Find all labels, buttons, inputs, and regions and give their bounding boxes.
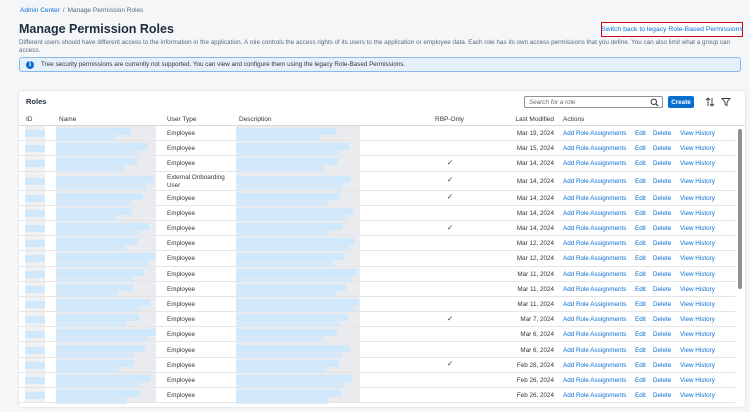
delete-link[interactable]: Delete [653,160,672,168]
edit-link[interactable]: Edit [635,376,646,384]
view-history-link[interactable]: View History [680,194,715,202]
redacted-description [236,176,351,183]
redacted-id [25,301,45,308]
edit-link[interactable]: Edit [635,331,646,339]
last-modified-cell: Mar 11, 2024 [517,300,554,308]
redacted-name [56,176,154,183]
add-role-assignments-link[interactable]: Add Role Assignments [563,160,627,168]
last-modified-cell: Mar 14, 2024 [516,209,554,217]
view-history-link[interactable]: View History [680,300,715,308]
add-role-assignments-link[interactable]: Add Role Assignments [563,270,627,278]
last-modified-cell: Mar 14, 2024 [516,225,554,233]
delete-link[interactable]: Delete [653,346,672,354]
edit-link[interactable]: Edit [635,316,646,324]
last-modified-cell: Feb 26, 2024 [516,376,554,384]
create-role-button[interactable]: Create [668,96,694,108]
rbp-only-check-icon: ✓ [447,222,454,232]
last-modified-cell: Mar 12, 2024 [516,240,554,248]
edit-link[interactable]: Edit [635,361,646,369]
redacted-description [236,299,359,306]
edit-link[interactable]: Edit [635,240,646,248]
table-row[interactable] [19,358,735,373]
last-modified-cell: Mar 14, 2024 [516,194,554,202]
view-history-link[interactable]: View History [680,346,715,354]
last-modified-cell: Mar 11, 2024 [517,285,554,293]
vertical-scrollbar[interactable] [738,129,742,289]
redacted-description [236,183,343,190]
redacted-id [25,362,45,369]
redacted-id [25,195,45,202]
switch-legacy-rbp-link[interactable]: Switch back to legacy Role-Based Permissions [601,22,743,37]
table-row[interactable] [19,221,735,236]
intro-text: Different users should have different access to the information in the application. A role controls the access rights of its users to the application or employee data. Each role has its own access permissions that you define. You can also limit what a group can access. [19,39,731,54]
view-history-link[interactable]: View History [680,130,715,138]
add-role-assignments-link[interactable]: Add Role Assignments [563,130,627,138]
redacted-id [25,130,45,137]
redacted-name [56,183,147,190]
redacted-id [25,160,45,167]
redacted-id [25,210,45,217]
delete-link[interactable]: Delete [653,240,672,248]
redacted-id [25,145,45,152]
delete-link[interactable]: Delete [653,209,672,217]
redacted-name [56,329,156,336]
table-row[interactable] [19,282,735,297]
table-row[interactable] [19,251,735,266]
user-type-cell: Employee [167,130,196,138]
redacted-name [56,223,149,230]
edit-link[interactable]: Edit [635,346,646,354]
add-role-assignments-link[interactable]: Add Role Assignments [563,376,627,384]
roles-title: Roles [26,97,47,106]
view-history-link[interactable]: View History [680,145,715,153]
breadcrumb [20,7,143,14]
user-type-cell: Employee [167,270,196,278]
edit-link[interactable]: Edit [635,285,646,293]
column-header-user-type[interactable]: User Type [167,116,197,123]
view-history-link[interactable]: View History [680,177,715,185]
column-header-id[interactable]: ID [26,116,33,123]
table-row[interactable] [19,206,735,221]
last-modified-cell: Mar 15, 2024 [516,145,554,153]
redacted-description [236,397,329,404]
view-history-link[interactable]: View History [680,240,715,248]
info-message-strip [19,57,741,72]
redacted-description [236,390,341,397]
table-row[interactable] [19,141,735,156]
roles-toolbar [19,91,745,113]
table-row[interactable] [19,388,735,403]
table-row[interactable] [19,312,735,327]
info-icon: i [26,61,34,69]
redacted-name [56,269,144,276]
add-role-assignments-link[interactable]: Add Role Assignments [563,177,627,185]
rbp-only-check-icon: ✓ [447,192,454,202]
edit-link[interactable]: Edit [635,194,646,202]
table-row[interactable] [19,236,735,251]
redacted-description [236,223,342,230]
add-role-assignments-link[interactable]: Add Role Assignments [563,316,627,324]
redacted-description [236,375,352,382]
delete-link[interactable]: Delete [653,285,672,293]
column-header-description[interactable]: Description [239,116,272,123]
redacted-name [56,253,155,260]
column-header-last-modified[interactable]: Last Modified [515,116,554,123]
add-role-assignments-link[interactable]: Add Role Assignments [563,240,627,248]
user-type-cell: Employee [167,160,196,168]
edit-link[interactable]: Edit [635,300,646,308]
redacted-id [25,225,45,232]
table-row[interactable] [19,327,735,342]
breadcrumb-admin-center-link[interactable]: Admin Center [20,7,60,14]
redacted-description [236,128,336,135]
filter-icon[interactable] [721,97,731,107]
add-role-assignments-link[interactable]: Add Role Assignments [563,285,627,293]
redacted-description [236,193,340,200]
redacted-id [25,316,45,323]
delete-link[interactable]: Delete [653,130,672,138]
column-header-name[interactable]: Name [59,116,77,123]
add-role-assignments-link[interactable]: Add Role Assignments [563,225,627,233]
table-row[interactable] [19,297,735,312]
redacted-description [236,284,346,291]
edit-link[interactable]: Edit [635,270,646,278]
edit-link[interactable]: Edit [635,255,646,263]
redacted-description [236,143,349,150]
view-history-link[interactable]: View History [680,392,715,400]
last-modified-cell: Mar 14, 2024 [516,177,554,185]
redacted-description [236,314,348,321]
redacted-description [236,269,357,276]
redacted-id [25,178,45,185]
view-history-link[interactable]: View History [680,331,715,339]
redacted-id [25,347,45,354]
redacted-name [56,128,131,135]
delete-link[interactable]: Delete [653,392,672,400]
user-type-cell: Employee [167,346,196,354]
user-type-cell: Employee [167,331,196,339]
column-header-rbp-only[interactable]: RBP-Only [435,116,464,123]
view-history-link[interactable]: View History [680,376,715,384]
edit-link[interactable]: Edit [635,392,646,400]
table-row[interactable] [19,126,735,141]
table-row[interactable] [19,156,735,171]
delete-link[interactable]: Delete [653,331,672,339]
user-type-cell: Employee [167,361,196,369]
user-type-cell: Employee [167,376,196,384]
edit-link[interactable]: Edit [635,225,646,233]
rbp-only-check-icon: ✓ [447,175,454,185]
redacted-name [56,238,138,245]
delete-link[interactable]: Delete [653,316,672,324]
redacted-description [236,345,350,352]
rbp-only-check-icon: ✓ [447,157,454,167]
view-history-link[interactable]: View History [680,255,715,263]
delete-link[interactable]: Delete [653,225,672,233]
delete-link[interactable]: Delete [653,361,672,369]
rbp-only-check-icon: ✓ [447,359,454,369]
redacted-name [56,208,132,215]
last-modified-cell: Mar 14, 2024 [516,160,554,168]
last-modified-cell: Mar 19, 2024 [516,130,554,138]
redacted-name [56,193,143,200]
redacted-id [25,331,45,338]
role-search-box[interactable] [524,96,663,108]
delete-link[interactable]: Delete [653,376,672,384]
table-header [19,113,745,126]
edit-link[interactable]: Edit [635,160,646,168]
redacted-description [236,158,338,165]
view-history-link[interactable]: View History [680,209,715,217]
edit-link[interactable]: Edit [635,177,646,185]
table-row[interactable] [19,373,735,388]
delete-link[interactable]: Delete [653,145,672,153]
redacted-id [25,392,45,399]
roles-panel [19,91,745,407]
last-modified-cell: Mar 6, 2024 [520,331,554,339]
column-header-actions: Actions [563,116,585,123]
last-modified-cell: Mar 7, 2024 [520,316,554,324]
redacted-name [56,299,150,306]
user-type-cell: Employee [167,145,196,153]
redacted-id [25,255,45,262]
add-role-assignments-link[interactable]: Add Role Assignments [563,346,627,354]
breadcrumb-separator: / [62,7,65,14]
delete-link[interactable]: Delete [653,255,672,263]
last-modified-cell: Feb 28, 2024 [516,361,554,369]
page-title: Manage Permission Roles [19,22,174,36]
redacted-id [25,240,45,247]
redacted-description [236,238,355,245]
user-type-cell: Employee [167,316,196,324]
view-history-link[interactable]: View History [680,270,715,278]
table-row[interactable] [19,342,735,357]
user-type-cell: Employee [167,392,196,400]
sort-icon[interactable] [705,97,715,107]
user-type-cell: External Onboarding User [167,173,225,189]
user-type-cell: Employee [167,209,196,217]
last-modified-cell: Mar 12, 2024 [516,255,554,263]
user-type-cell: Employee [167,300,196,308]
redacted-name [56,143,148,150]
redacted-name [56,345,145,352]
redacted-description [236,208,353,215]
add-role-assignments-link[interactable]: Add Role Assignments [563,255,627,263]
breadcrumb-current: Manage Permission Roles [67,7,144,14]
redacted-description [236,329,337,336]
view-history-link[interactable]: View History [680,225,715,233]
user-type-cell: Employee [167,240,196,248]
edit-link[interactable]: Edit [635,145,646,153]
user-type-cell: Employee [167,225,196,233]
add-role-assignments-link[interactable]: Add Role Assignments [563,361,627,369]
view-history-link[interactable]: View History [680,160,715,168]
view-history-link[interactable]: View History [680,316,715,324]
redacted-id [25,286,45,293]
table-row[interactable] [19,172,735,191]
redacted-name [56,375,151,382]
redacted-description [236,253,344,260]
delete-link[interactable]: Delete [653,177,672,185]
table-row[interactable] [19,191,735,206]
last-modified-cell: Feb 26, 2024 [516,392,554,400]
add-role-assignments-link[interactable]: Add Role Assignments [563,194,627,202]
add-role-assignments-link[interactable]: Add Role Assignments [563,392,627,400]
delete-link[interactable]: Delete [653,300,672,308]
redacted-description [236,360,339,367]
redacted-id [25,377,45,384]
rbp-only-check-icon: ✓ [447,313,454,323]
add-role-assignments-link[interactable]: Add Role Assignments [563,209,627,217]
view-history-link[interactable]: View History [680,285,715,293]
redacted-name [56,314,139,321]
roles-table-body [19,126,735,403]
redacted-name [56,284,133,291]
search-icon[interactable] [650,98,659,107]
user-type-cell: Employee [167,285,196,293]
info-message-text: Tree security permissions are currently not supported. You can view and configure them using the legacy Role-Based Permissions. [41,61,406,68]
add-role-assignments-link[interactable]: Add Role Assignments [563,331,627,339]
table-row[interactable] [19,267,735,282]
redacted-name [56,390,140,397]
role-search-input[interactable] [529,99,649,106]
last-modified-cell: Mar 11, 2024 [517,270,554,278]
delete-link[interactable]: Delete [653,194,672,202]
redacted-id [25,271,45,278]
add-role-assignments-link[interactable]: Add Role Assignments [563,300,627,308]
redacted-name [56,397,127,404]
edit-link[interactable]: Edit [635,209,646,217]
view-history-link[interactable]: View History [680,361,715,369]
last-modified-cell: Mar 6, 2024 [520,346,554,354]
user-type-cell: Employee [167,194,196,202]
add-role-assignments-link[interactable]: Add Role Assignments [563,145,627,153]
delete-link[interactable]: Delete [653,270,672,278]
edit-link[interactable]: Edit [635,130,646,138]
user-type-cell: Employee [167,255,196,263]
redacted-name [56,158,137,165]
redacted-name [56,360,134,367]
